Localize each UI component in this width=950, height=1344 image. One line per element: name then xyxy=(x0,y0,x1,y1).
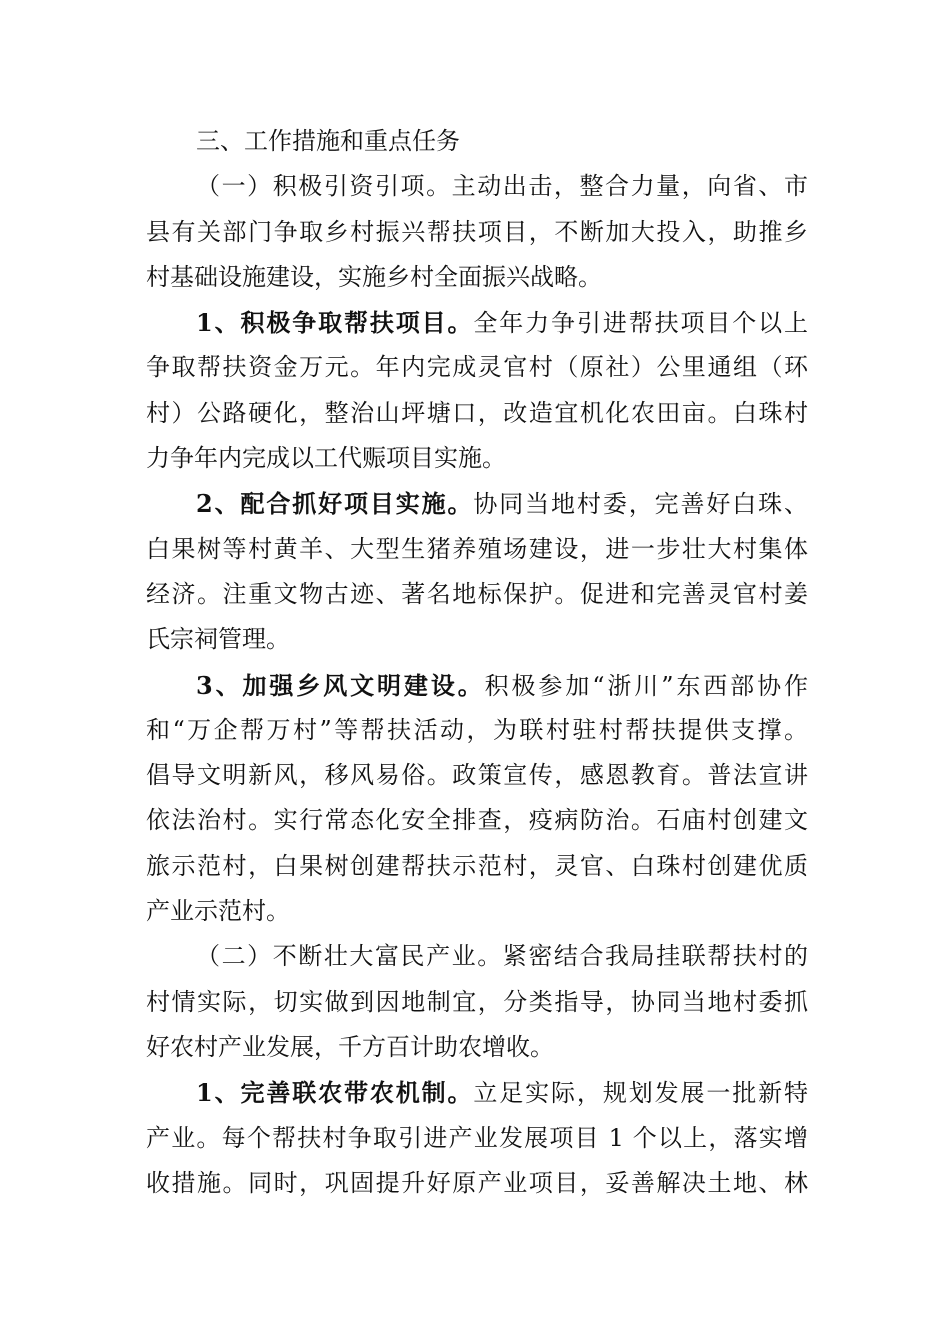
paragraph-line: 旅示范村，白果树创建帮扶示范村，灵官、白珠村创建优质 xyxy=(146,851,808,880)
paragraph-line: 县有关部门争取乡村振兴帮扶项目，不断加大投入，助推乡 xyxy=(146,217,808,246)
paragraph-line: 氏宗祠管理。 xyxy=(146,625,290,654)
item-title: 2、配合抓好项目实施。 xyxy=(196,489,474,519)
document-body xyxy=(146,119,808,1206)
paragraph-line: 收措施。同时，巩固提升好原产业项目，妥善解决土地、林 xyxy=(146,1168,808,1197)
paragraph-line: 好农村产业发展，千方百计助农增收。 xyxy=(146,1032,554,1061)
subsection-heading-1: （一）积极引资引项。主动出击，整合力量，向省、市 xyxy=(196,172,808,201)
item-heading-line: 1、完善联农带农机制。立足实际，规划发展一批新特 xyxy=(196,1078,808,1108)
item-heading-line: 3、加强乡风文明建设。积极参加“浙川”东西部协作 xyxy=(196,670,808,700)
paragraph-line: 产业示范村。 xyxy=(146,897,290,926)
paragraph-line: 和“万企帮万村”等帮扶活动，为联村驻村帮扶提供支撑。 xyxy=(146,715,808,744)
paragraph-line: 村情实际，切实做到因地制宜，分类指导，协同当地村委抓 xyxy=(146,987,808,1016)
subsection-heading-2: （二）不断壮大富民产业。紧密结合我局挂联帮扶村的 xyxy=(196,942,808,971)
item-heading-line: 2、配合抓好项目实施。协同当地村委，完善好白珠、 xyxy=(196,489,808,519)
paragraph-line: 经济。注重文物古迹、著名地标保护。促进和完善灵官村姜 xyxy=(146,579,808,608)
paragraph-line: 产业。每个帮扶村争取引进产业发展项目 1 个以上，落实增 xyxy=(146,1123,808,1152)
paragraph-line: 依法治村。实行常态化安全排查，疫病防治。石庙村创建文 xyxy=(146,806,808,835)
item-title: 3、加强乡风文明建设。 xyxy=(196,670,485,700)
item-title: 1、完善联农带农机制。 xyxy=(196,1078,474,1108)
paragraph-line: 白果树等村黄羊、大型生猪养殖场建设，进一步壮大村集体 xyxy=(146,534,808,563)
section-heading: 三、工作措施和重点任务 xyxy=(196,127,460,155)
paragraph-line: 力争年内完成以工代赈项目实施。 xyxy=(146,444,506,473)
paragraph-line: 村）公路硬化，整治山坪塘口，改造宜机化农田亩。白珠村 xyxy=(146,398,808,427)
paragraph-line: 争取帮扶资金万元。年内完成灵官村（原社）公里通组（环 xyxy=(146,353,808,382)
paragraph-line: 村基础设施建设，实施乡村全面振兴战略。 xyxy=(146,262,602,291)
paragraph-line: 倡导文明新风，移风易俗。政策宣传，感恩教育。普法宣讲 xyxy=(146,761,808,790)
item-title: 1、积极争取帮扶项目。 xyxy=(196,308,474,338)
item-heading-line: 1、积极争取帮扶项目。全年力争引进帮扶项目个以上 xyxy=(196,308,808,338)
